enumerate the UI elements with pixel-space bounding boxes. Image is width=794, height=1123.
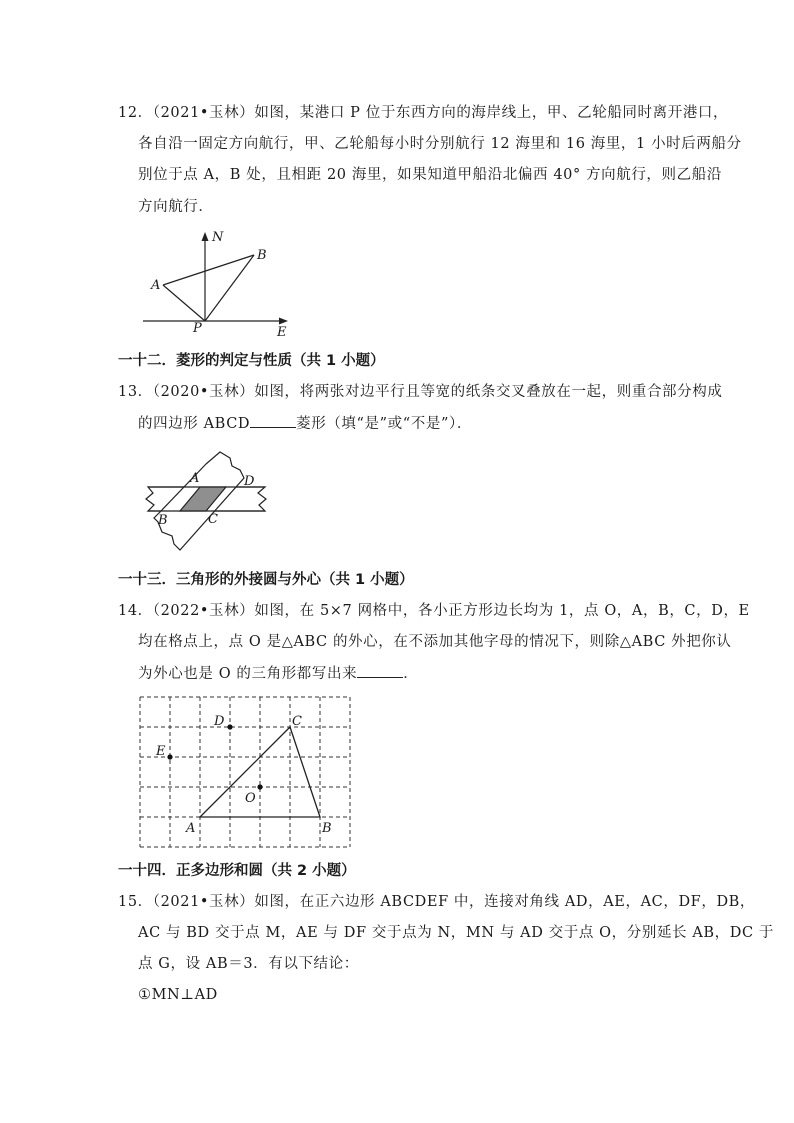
q14-point-O	[257, 784, 262, 789]
section-13-heading: 一十三．三角形的外接圆与外心（共 1 小题）	[118, 572, 414, 588]
q13-label-A: A	[190, 471, 200, 486]
q13-line-2b: 菱形（填“是”或“不是”）．	[296, 416, 472, 432]
q12-line-4-text: 方向航行．	[138, 199, 214, 215]
q12-label-B: B	[257, 248, 267, 263]
q15-line-3: 点 G，设 AB＝3．有以下结论：	[138, 956, 359, 972]
q12-segment-AB	[163, 255, 254, 285]
q12-figure	[138, 226, 298, 341]
q13-label-B: B	[158, 513, 168, 528]
q12-line-4	[138, 196, 214, 217]
q15-line-2: AC 与 BD 交于点 M，AE 与 DF 交于点为 N，MN 与 AD 交于点 O，分别延长 AB，DC 于	[138, 925, 775, 941]
q14-grid-figure	[132, 690, 357, 850]
q14-line-3a: 为外心也是 O 的三角形都写出来	[138, 666, 358, 682]
q13-answer-blank	[250, 413, 296, 428]
q13-label-D: D	[244, 474, 255, 489]
q14-line-3	[138, 663, 418, 684]
q13-figure	[140, 450, 275, 555]
q14-label-E: E	[156, 744, 166, 759]
q14-label-O: O	[245, 791, 256, 806]
q13-line-2	[138, 413, 472, 434]
q14-line-3b: ．	[403, 666, 419, 682]
section-14-heading: 一十四．正多边形和圆（共 2 小题）	[118, 863, 356, 879]
q13-label-C: C	[208, 512, 218, 527]
q12-label-N: N	[212, 230, 224, 245]
q12-line-1: 12．（2021•玉林）如图，某港口 P 位于东西方向的海岸线上，甲、乙轮船同时离开港口，	[118, 105, 729, 121]
q12-north-arrow	[202, 232, 209, 241]
q14-point-D	[227, 724, 232, 729]
q14-line-1: 14．（2022•玉林）如图，在 5×7 网格中，各小正方形边长均为 1，点 O，A，B，C，D，E	[118, 603, 750, 619]
q14-label-D: D	[214, 714, 225, 729]
q14-answer-blank	[357, 663, 403, 678]
q13-line-2a: 的四边形 ABCD	[138, 416, 251, 432]
q13-line-1: 13．（2020•玉林）如图，将两张对边平行且等宽的纸条交叉叠放在一起，则重合部分构成	[118, 384, 723, 400]
q12-line-3: 别位于点 A，B 处，且相距 20 海里，如果知道甲船沿北偏西 40° 方向航行，则乙船沿	[138, 167, 722, 183]
q15-line-1: 15．（2021•玉林）如图，在正六边形 ABCDEF 中，连接对角线 AD，AE，AC，DF，DB，	[118, 894, 756, 910]
q12-segment-PB	[205, 255, 254, 321]
q12-label-P: P	[193, 321, 202, 336]
q12-segment-PA	[163, 285, 205, 321]
q14-label-C: C	[292, 714, 302, 729]
q14-label-A: A	[186, 821, 196, 836]
section-12-heading: 一十二．菱形的判定与性质（共 1 小题）	[118, 353, 385, 369]
q12-east-arrow	[279, 318, 288, 325]
q12-line-2: 各自沿一固定方向航行，甲、乙轮船每小时分别航行 12 海里和 16 海里，1 小时后两船分	[138, 136, 742, 152]
q12-label-E: E	[277, 325, 287, 340]
q14-label-B: B	[322, 821, 332, 836]
q15-line-4: ①MN⊥AD	[138, 987, 218, 1003]
q14-point-E	[167, 754, 172, 759]
q14-line-2: 均在格点上，点 O 是△ABC 的外心，在不添加其他字母的情况下，则除△ABC 外把你认	[138, 634, 732, 650]
q12-label-A: A	[151, 278, 161, 293]
